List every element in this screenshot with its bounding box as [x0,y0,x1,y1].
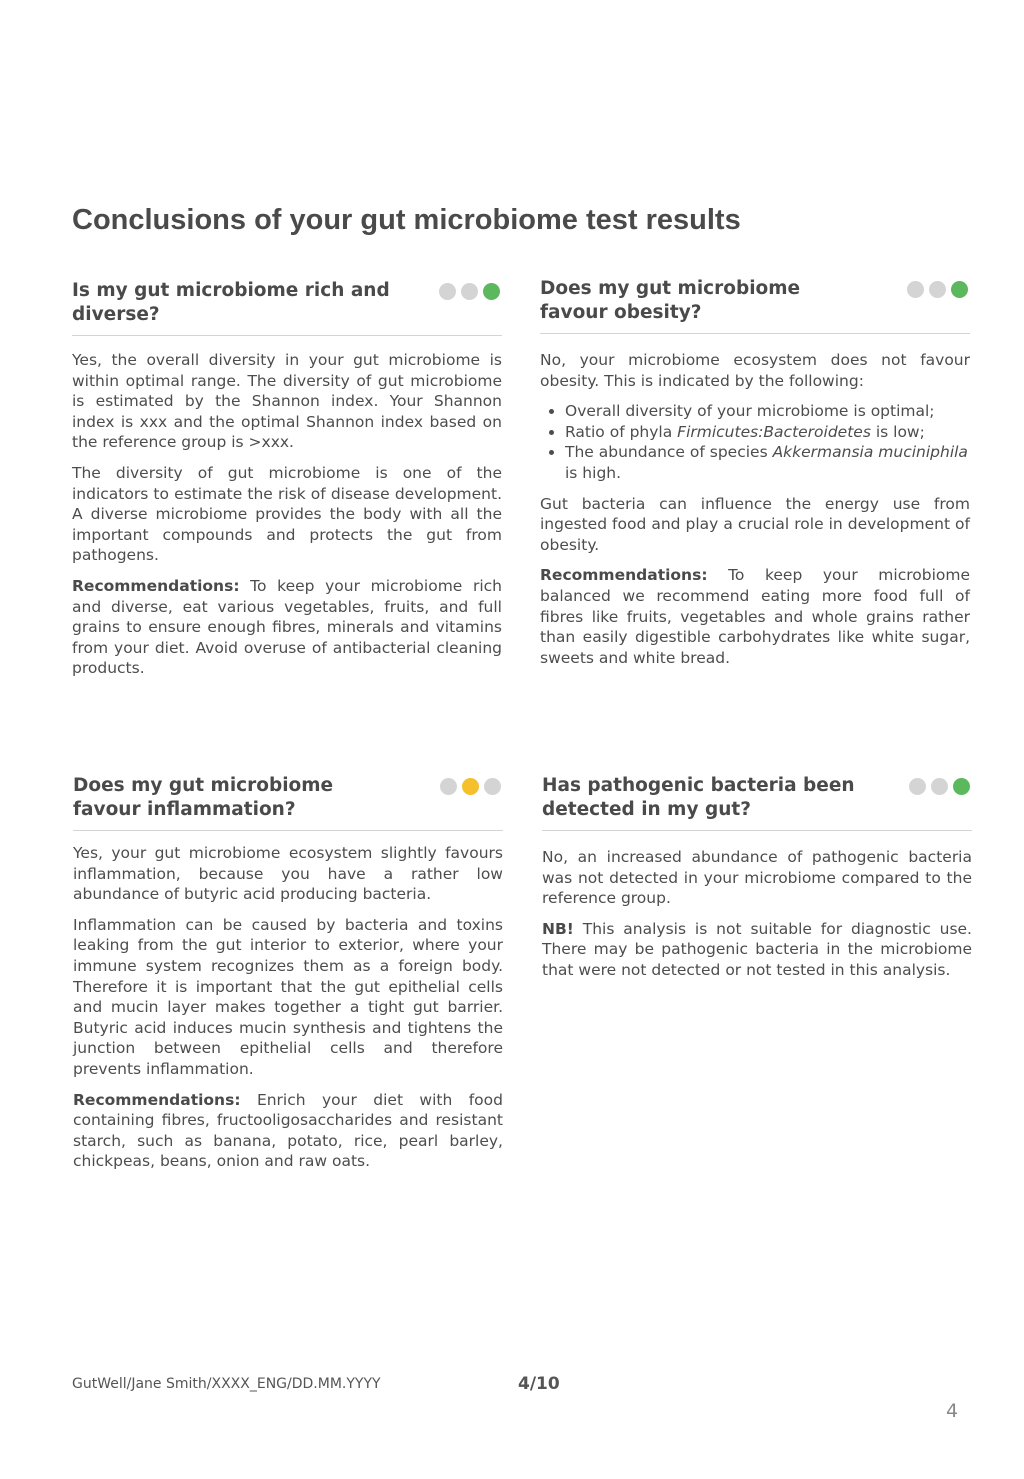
section-title: Does my gut microbiome favour obesity? [540,278,801,323]
recommendations-text: Enrich your diet with food containing fibres, fructooligosaccharides and resistant starch, such as banana, potato, rice, pearl barley, chickpeas, beans, onion and raw oats. [73,1090,503,1171]
section-header [542,774,972,831]
status-indicator [439,283,500,300]
phyla-name: Firmicutes:Bacteroidetes [677,422,871,441]
nb-text: This analysis is not suitable for diagnostic use. There may be pathogenic bacteria in the microbiome that were not detected or not tested in this analysis. [542,919,972,979]
list-item [565,422,970,443]
section-body [72,336,502,679]
paragraph: No, your microbiome ecosystem does not favour obesity. This is indicated by the following: [540,351,970,390]
nb-label: NB! [542,919,574,938]
section-title: Does my gut microbiome favour inflammation? [73,775,334,820]
paragraph: Inflammation can be caused by bacteria and toxins leaking from the gut interior to exterior, where your immune system recognizes them as a foreign body. Therefore it is important that the gut epithelial cells and mucin layer makes together a tight gut barrier. Butyric acid induces mucin synthesis and tightens the junction between epithelial cells and therefore prevents inflammation. [73,915,503,1078]
diversity-section [72,279,502,689]
list-item-text: is high. [565,463,622,482]
status-dot-1 [907,281,924,298]
recommendations [540,565,970,668]
section-header [540,277,970,334]
status-dot-1 [440,778,457,795]
list-item [565,442,970,483]
list-item-text: is low; [870,422,925,441]
section-body [542,831,972,981]
status-dot-2 [931,778,948,795]
recommendations-label: Recommendations: [540,566,708,585]
obesity-section [540,277,970,678]
nb-note [542,919,972,981]
paragraph: No, an increased abundance of pathogenic bacteria was not detected in your microbiome compared to the reference group. [542,848,972,908]
status-dot-1 [909,778,926,795]
inflammation-section [73,774,503,1182]
footer-document-id: GutWell/Jane Smith/XXXX_ENG/DD.MM.YYYY [72,1376,381,1392]
paragraph: Gut bacteria can influence the energy use from ingested food and play a crucial role in development of obesity. [540,494,970,554]
section-header [72,279,502,336]
section-title: Has pathogenic bacteria been detected in my gut? [542,775,855,820]
section-title: Is my gut microbiome rich and diverse? [72,280,390,325]
list-item-text: Ratio of phyla [565,422,678,441]
recommendations-text: To keep your microbiome balanced we recommend eating more food full of fibres like fruits, vegetables and whole grains rather than easily digestible carbohydrates like white sugar, sweets and white bread. [540,566,970,667]
status-dot-3 [484,778,501,795]
status-dot-2 [461,283,478,300]
species-name: Akkermansia muciniphila [772,443,968,462]
recommendations [72,576,502,679]
status-dot-3 [951,281,968,298]
status-dot-1 [439,283,456,300]
recommendations-label: Recommendations: [72,576,240,595]
status-dot-3 [483,283,500,300]
status-indicator [440,778,501,795]
section-body [73,831,503,1172]
recommendations-label: Recommendations: [73,1090,241,1109]
pathogen-section [542,774,972,991]
status-indicator [907,281,968,298]
list-item: • Overall diversity of your microbiome is optimal; [565,401,970,422]
section-header [73,774,503,831]
paragraph: The diversity of gut microbiome is one of the indicators to estimate the risk of disease development. A diverse microbiome provides the body with all the important compounds and protects the gut from pathogens. [72,463,502,565]
status-dot-3 [953,778,970,795]
paragraph: Yes, your gut microbiome ecosystem slightly favours inflammation, because you have a rather low abundance of butyric acid producing bacteria. [73,844,503,904]
recommendations-text: To keep your microbiome rich and diverse, eat various vegetables, fruits, and full grains to ensure enough fibres, minerals and vitamins from your diet. Avoid overuse of antibacterial cleaning products. [72,576,502,678]
section-body [540,334,970,668]
page-number: 4 [946,1400,959,1422]
list-item-text: The abundance of species [565,443,773,462]
status-dot-2 [929,281,946,298]
recommendations [73,1090,503,1172]
footer-page-count: 4/10 [518,1374,560,1394]
page-title: Conclusions of your gut microbiome test results [72,204,741,236]
status-indicator [909,778,970,795]
status-dot-2 [462,778,479,795]
paragraph: Yes, the overall diversity in your gut microbiome is within optimal range. The diversity of gut microbiome is estimated by the Shannon index. Your Shannon index is xxx and the optimal Shannon index based on the reference group is >xxx. [72,351,502,452]
bullet-list [540,401,970,483]
